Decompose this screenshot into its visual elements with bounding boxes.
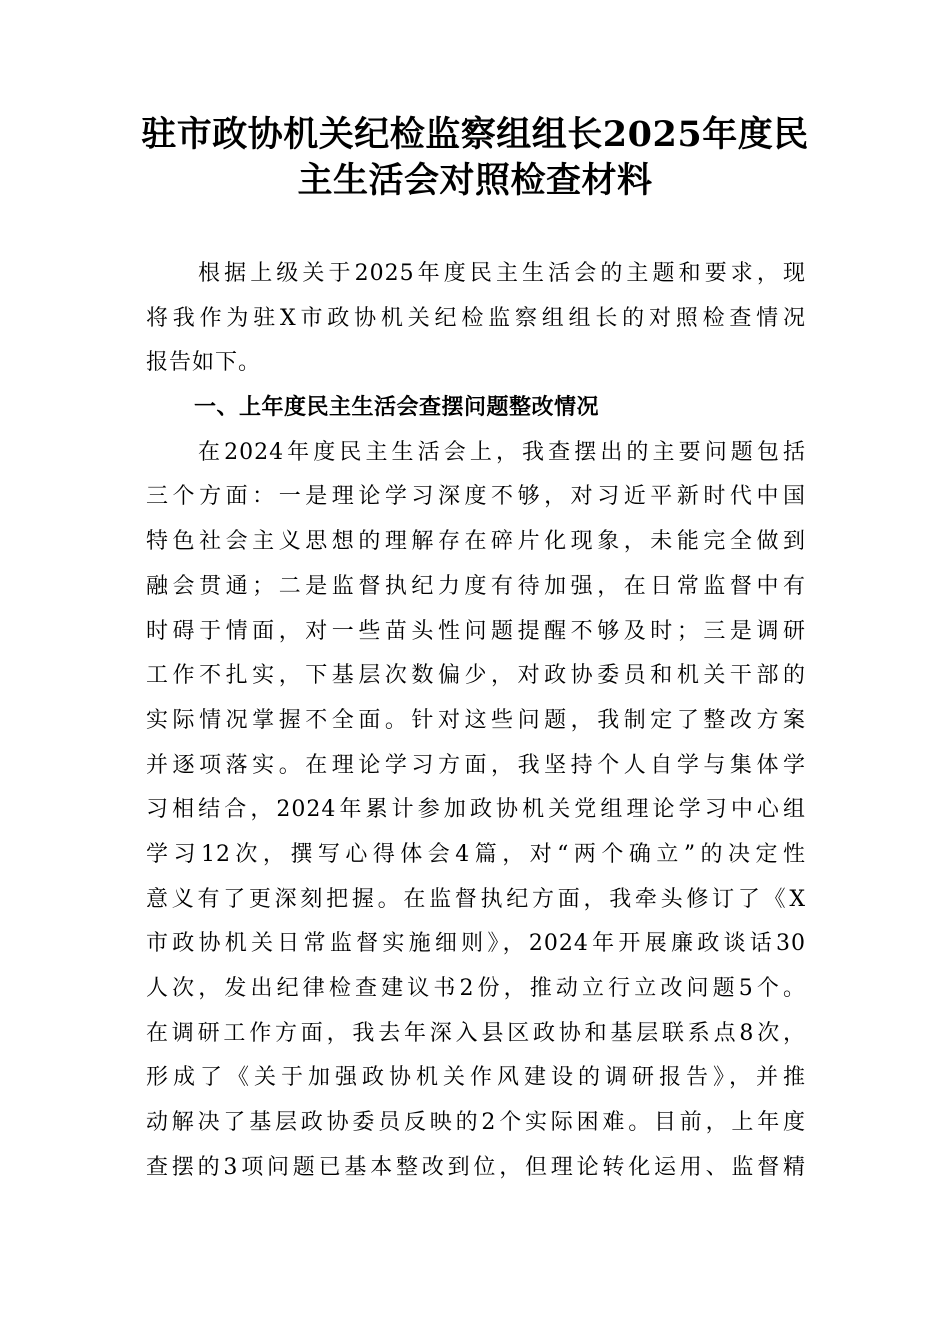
section-1-line-2: 三个方面：一是理论学习深度不够，对习近平新时代中国 <box>146 484 806 510</box>
section-1-line-5: 时碍于情面，对一些苗头性问题提醒不够及时；三是调研 <box>146 618 806 644</box>
section-1-line-6: 工作不扎实，下基层次数偏少，对政协委员和机关干部的 <box>146 663 806 689</box>
document-body <box>146 252 806 1190</box>
section-1-line-4: 融会贯通；二是监督执纪力度有待加强，在日常监督中有 <box>146 573 806 599</box>
section-1-line-12: 市政协机关日常监督实施细则》，2024年开展廉政谈话30 <box>146 931 806 957</box>
title-line-2: 主生活会对照检查材料 <box>297 160 653 201</box>
section-1-heading: 一、上年度民主生活会查摆问题整改情况 <box>194 395 600 421</box>
section-1-line-15: 形成了《关于加强政协机关作风建设的调研报告》，并推 <box>146 1065 806 1091</box>
section-1-line-17: 查摆的3项问题已基本整改到位，但理论转化运用、监督精 <box>146 1154 806 1180</box>
title-line-1: 驻市政协机关纪检监察组组长2025年度民 <box>141 114 809 155</box>
section-1-line-14: 在调研工作方面，我去年深入县区政协和基层联系点8次， <box>146 1020 806 1046</box>
section-1-line-16: 动解决了基层政协委员反映的2个实际困难。目前，上年度 <box>146 1110 806 1136</box>
intro-paragraph <box>146 252 806 386</box>
intro-line-2: 将我作为驻X市政协机关纪检监察组组长的对照检查情况 <box>146 305 806 331</box>
section-1-line-11: 意义有了更深刻把握。在监督执纪方面，我牵头修订了《X <box>146 886 806 912</box>
intro-line-3: 报告如下。 <box>146 350 262 376</box>
document-title <box>140 112 810 204</box>
section-1-paragraph <box>146 431 806 1191</box>
intro-line-1: 根据上级关于2025年度民主生活会的主题和要求，现 <box>198 261 806 286</box>
section-1-line-10: 学习12次，撰写心得体会4篇，对“两个确立”的决定性 <box>146 841 806 867</box>
section-1-line-3: 特色社会主义思想的理解存在碎片化现象，未能完全做到 <box>146 529 806 555</box>
section-1-line-9: 习相结合，2024年累计参加政协机关党组理论学习中心组 <box>146 797 806 823</box>
section-1-line-1: 在2024年度民主生活会上，我查摆出的主要问题包括 <box>198 439 806 465</box>
section-1-line-13: 人次，发出纪律检查建议书2份，推动立行立改问题5个。 <box>146 976 806 1001</box>
section-1-line-7: 实际情况掌握不全面。针对这些问题，我制定了整改方案 <box>146 707 806 733</box>
section-1-line-8: 并逐项落实。在理论学习方面，我坚持个人自学与集体学 <box>146 752 806 778</box>
